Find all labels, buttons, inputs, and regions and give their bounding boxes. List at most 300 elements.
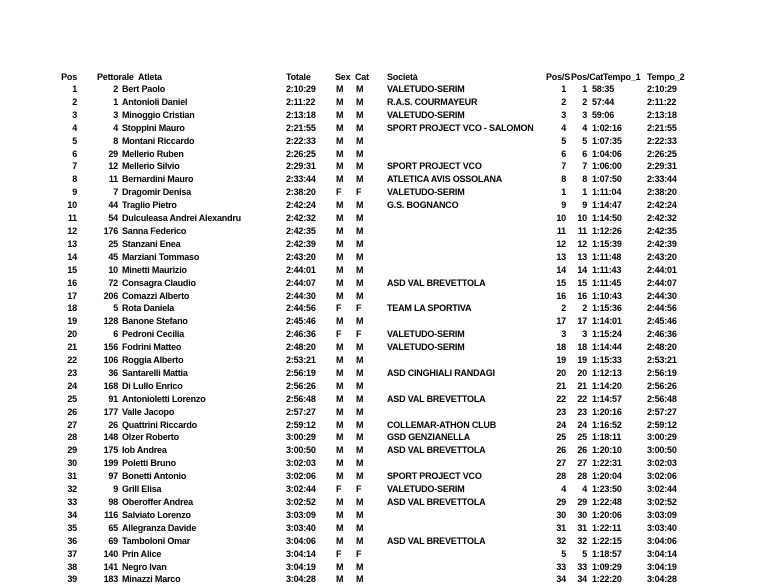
table-row: [0, 419, 768, 432]
cell-pos: 12: [67, 225, 77, 236]
cell-societa: [387, 380, 540, 393]
cell-cat: M: [356, 109, 364, 120]
cell-atleta: Banone Stefano: [122, 316, 188, 327]
cell-sex: M: [336, 419, 344, 430]
cell-tempo-2: 2:42:39: [647, 238, 677, 249]
cell-atleta: Bernardini Mauro: [122, 174, 194, 185]
cell-totale: 2:45:46: [286, 316, 316, 327]
cell-societa: [387, 561, 540, 574]
cell-pos: 29: [67, 445, 77, 456]
table-row: [0, 83, 768, 96]
cell-societa: ASD VAL BREVETTOLA: [387, 393, 486, 404]
cell-pettorale: 69: [108, 535, 118, 546]
cell-sex: M: [336, 367, 344, 378]
cell-pos-cat: 25: [577, 432, 587, 443]
table-row: [0, 238, 768, 251]
cell-tempo-2: 2:42:35: [647, 225, 677, 236]
cell-cat: M: [356, 264, 364, 275]
cell-pos-s: 3: [561, 329, 566, 340]
cell-societa: [387, 522, 540, 535]
cell-sex: F: [336, 484, 342, 495]
cell-societa: [387, 354, 540, 367]
cell-sex: M: [336, 574, 344, 585]
cell-cat: F: [356, 303, 362, 314]
cell-pos: 34: [67, 509, 77, 520]
cell-sex: M: [336, 96, 344, 107]
cell-societa: [387, 212, 540, 225]
cell-pettorale: 177: [103, 406, 118, 417]
cell-tempo-2: 2:43:20: [647, 251, 677, 262]
cell-pos: 24: [67, 380, 77, 391]
table-row: [0, 496, 768, 509]
cell-pos-s: 2: [561, 96, 566, 107]
header-pettorale: Pettorale: [97, 72, 134, 82]
cell-tempo-2: 2:59:12: [647, 419, 677, 430]
cell-pos-cat: 4: [582, 484, 587, 495]
cell-societa: [387, 238, 540, 251]
cell-pos-cat: 20: [577, 367, 587, 378]
cell-cat: M: [356, 148, 364, 159]
table-row: [0, 483, 768, 496]
cell-tempo-1: 59:06: [592, 109, 615, 120]
cell-pos-s: 28: [556, 471, 566, 482]
cell-totale: 2:44:01: [286, 264, 316, 275]
cell-tempo-1: 1:20:16: [592, 406, 622, 417]
cell-pos-cat: 33: [577, 561, 587, 572]
cell-totale: 2:33:44: [286, 174, 316, 185]
cell-pettorale: 3: [113, 109, 118, 120]
cell-cat: M: [356, 458, 364, 469]
table-row: [0, 367, 768, 380]
cell-tempo-2: 2:29:31: [647, 161, 677, 172]
cell-totale: 2:44:56: [286, 303, 316, 314]
cell-pos-s: 25: [556, 432, 566, 443]
cell-pettorale: 2: [113, 84, 118, 94]
cell-atleta: Oberoffer Andrea: [122, 497, 193, 507]
cell-totale: 3:04:06: [286, 535, 316, 546]
cell-sex: F: [336, 187, 342, 198]
cell-pos-cat: 24: [577, 419, 587, 430]
cell-sex: M: [336, 535, 344, 546]
cell-atleta: Minazzi Marco: [122, 574, 181, 585]
cell-pettorale: 7: [113, 187, 118, 198]
cell-pos-cat: 34: [577, 574, 587, 585]
cell-pos-s: 7: [561, 161, 566, 172]
cell-tempo-2: 2:22:33: [647, 135, 677, 146]
cell-tempo-1: 1:16:52: [592, 419, 622, 430]
cell-sex: M: [336, 225, 344, 236]
cell-atleta: Olzer Roberto: [122, 432, 179, 443]
cell-pos-cat: 18: [577, 342, 587, 353]
cell-societa: VALETUDO-SERIM: [387, 109, 465, 120]
cell-totale: 2:22:33: [286, 135, 316, 146]
cell-totale: 2:44:07: [286, 277, 316, 288]
cell-pos-s: 34: [556, 574, 566, 585]
cell-pettorale: 183: [103, 574, 118, 585]
table-row: [0, 302, 768, 315]
cell-sex: M: [336, 264, 344, 275]
cell-tempo-1: 58:35: [592, 84, 615, 94]
cell-tempo-1: 1:04:06: [592, 148, 622, 159]
cell-pettorale: 45: [108, 251, 118, 262]
cell-societa: G.S. BOGNANCO: [387, 200, 459, 211]
table-row: [0, 457, 768, 470]
cell-cat: M: [356, 367, 364, 378]
cell-pos-cat: 21: [577, 380, 587, 391]
cell-pos: 20: [67, 329, 77, 340]
cell-tempo-2: 2:33:44: [647, 174, 677, 185]
cell-tempo-1: 1:15:39: [592, 238, 622, 249]
cell-pettorale: 44: [108, 200, 118, 211]
header-totale: Totale: [286, 72, 311, 82]
cell-pos-cat: 15: [577, 277, 587, 288]
cell-sex: M: [336, 277, 344, 288]
cell-atleta: Antonioletti Lorenzo: [122, 393, 206, 404]
cell-tempo-1: 1:22:11: [592, 522, 622, 533]
cell-pos-s: 15: [556, 277, 566, 288]
cell-tempo-1: 1:11:43: [592, 264, 622, 275]
table-row: [0, 522, 768, 535]
cell-societa: [387, 264, 540, 277]
cell-societa: [387, 290, 540, 303]
cell-totale: 2:38:20: [286, 187, 316, 198]
cell-tempo-1: 1:06:00: [592, 161, 622, 172]
cell-pos: 19: [67, 316, 77, 327]
cell-pettorale: 5: [113, 303, 118, 314]
cell-cat: M: [356, 84, 364, 94]
table-row: [0, 135, 768, 148]
header-pos-s: Pos/S: [546, 72, 571, 82]
cell-pettorale: 148: [103, 432, 118, 443]
cell-sex: M: [336, 251, 344, 262]
cell-tempo-1: 1:15:24: [592, 329, 622, 340]
cell-totale: 2:59:12: [286, 419, 316, 430]
cell-tempo-1: 1:12:26: [592, 225, 622, 236]
cell-atleta: Pedroni Cecilia: [122, 329, 185, 340]
cell-tempo-2: 2:46:36: [647, 329, 677, 340]
cell-pos-s: 20: [556, 367, 566, 378]
cell-pos-s: 11: [556, 225, 566, 236]
cell-cat: F: [356, 187, 362, 198]
cell-societa: [387, 406, 540, 419]
cell-societa: SPORT PROJECT VCO - SALOMON: [387, 122, 534, 133]
cell-cat: M: [356, 161, 364, 172]
cell-pos-cat: 12: [577, 238, 587, 249]
cell-pos-s: 32: [556, 535, 566, 546]
cell-societa: ASD VAL BREVETTOLA: [387, 535, 486, 546]
cell-tempo-1: 1:22:20: [592, 574, 622, 585]
cell-atleta: Stoppini Mauro: [122, 122, 185, 133]
cell-tempo-2: 3:02:03: [647, 458, 677, 469]
cell-tempo-2: 2:44:01: [647, 264, 677, 275]
cell-sex: M: [336, 522, 344, 533]
cell-pos-s: 8: [561, 174, 566, 185]
cell-tempo-1: 1:07:50: [592, 174, 622, 185]
cell-cat: M: [356, 355, 364, 366]
cell-tempo-2: 3:04:06: [647, 535, 677, 546]
cell-pettorale: 11: [108, 174, 118, 185]
cell-pos-cat: 6: [582, 148, 587, 159]
cell-tempo-2: 2:56:19: [647, 367, 677, 378]
cell-societa: ASD VAL BREVETTOLA: [387, 277, 486, 288]
table-row: [0, 148, 768, 161]
table-row: [0, 264, 768, 277]
table-row: [0, 199, 768, 212]
cell-atleta: Consagra Claudio: [122, 277, 196, 288]
cell-pos: 15: [67, 264, 77, 275]
cell-pos-s: 18: [556, 342, 566, 353]
cell-atleta: Minoggio Cristian: [122, 109, 195, 120]
cell-pos-s: 10: [556, 213, 566, 224]
cell-societa: ASD CINGHIALI RANDAGI: [387, 367, 495, 378]
cell-societa: [387, 148, 540, 161]
cell-pos-s: 5: [561, 548, 566, 559]
cell-pos-s: 24: [556, 419, 566, 430]
cell-atleta: Minetti Maurizio: [122, 264, 187, 275]
cell-pos-s: 1: [561, 84, 566, 94]
cell-totale: 3:02:52: [286, 497, 316, 507]
cell-societa: ASD VAL BREVETTOLA: [387, 497, 486, 507]
cell-pos: 25: [67, 393, 77, 404]
cell-tempo-2: 2:44:07: [647, 277, 677, 288]
cell-societa: ASD VAL BREVETTOLA: [387, 445, 486, 456]
cell-societa: [387, 135, 540, 148]
cell-pos-cat: 27: [577, 458, 587, 469]
cell-pettorale: 141: [103, 561, 118, 572]
cell-sex: M: [336, 238, 344, 249]
cell-tempo-1: 1:14:20: [592, 380, 622, 391]
cell-societa: TEAM LA SPORTIVA: [387, 303, 472, 314]
cell-tempo-2: 3:02:06: [647, 471, 677, 482]
cell-tempo-2: 2:48:20: [647, 342, 677, 353]
cell-atleta: Bert Paolo: [122, 84, 166, 94]
cell-sex: M: [336, 561, 344, 572]
cell-cat: M: [356, 213, 364, 224]
cell-totale: 3:00:29: [286, 432, 316, 443]
cell-tempo-1: 1:22:15: [592, 535, 622, 546]
cell-pos: 3: [72, 109, 77, 120]
cell-cat: M: [356, 406, 364, 417]
cell-totale: 3:02:03: [286, 458, 316, 469]
cell-pos-s: 23: [556, 406, 566, 417]
cell-sex: M: [336, 393, 344, 404]
table-row: [0, 109, 768, 122]
cell-pos-cat: 29: [577, 497, 587, 507]
cell-pettorale: 54: [108, 213, 118, 224]
cell-sex: M: [336, 109, 344, 120]
cell-pos-s: 26: [556, 445, 566, 456]
cell-pos: 28: [67, 432, 77, 443]
cell-cat: M: [356, 342, 364, 353]
cell-tempo-2: 2:56:48: [647, 393, 677, 404]
cell-pettorale: 156: [103, 342, 118, 353]
cell-pos: 35: [67, 522, 77, 533]
cell-sex: F: [336, 548, 342, 559]
cell-atleta: Traglio Pietro: [122, 200, 177, 211]
cell-tempo-2: 3:04:14: [647, 548, 677, 559]
cell-sex: F: [336, 303, 342, 314]
cell-totale: 2:46:36: [286, 329, 316, 340]
cell-societa: ATLETICA AVIS OSSOLANA: [387, 174, 503, 185]
cell-sex: M: [336, 509, 344, 520]
table-row: [0, 470, 768, 483]
cell-tempo-2: 3:02:44: [647, 484, 677, 495]
cell-pos: 8: [72, 174, 77, 185]
cell-pos-cat: 3: [582, 109, 587, 120]
cell-pettorale: 140: [103, 548, 118, 559]
cell-pos-s: 29: [556, 497, 566, 507]
cell-tempo-2: 2:44:56: [647, 303, 677, 314]
cell-pettorale: 175: [103, 445, 118, 456]
cell-pos-s: 5: [561, 135, 566, 146]
cell-atleta: Di Lullo Enrico: [122, 380, 183, 391]
cell-pettorale: 199: [103, 458, 118, 469]
cell-totale: 2:29:31: [286, 161, 316, 172]
cell-pos-cat: 1: [582, 84, 587, 94]
cell-totale: 2:53:21: [286, 355, 316, 366]
cell-atleta: Salviato Lorenzo: [122, 509, 191, 520]
results-rows: [0, 83, 768, 586]
cell-societa: [387, 225, 540, 238]
cell-pettorale: 206: [103, 290, 118, 301]
cell-cat: M: [356, 471, 364, 482]
cell-pettorale: 65: [108, 522, 118, 533]
cell-pettorale: 116: [104, 509, 118, 520]
cell-totale: 3:03:09: [286, 509, 316, 520]
cell-sex: M: [336, 406, 344, 417]
cell-societa: COLLEMAR-ATHON CLUB: [387, 419, 497, 430]
cell-pos-s: 33: [556, 561, 566, 572]
cell-totale: 2:43:20: [286, 251, 316, 262]
cell-societa: GSD GENZIANELLA: [387, 432, 471, 443]
cell-tempo-1: 1:20:10: [592, 445, 622, 456]
cell-pettorale: 176: [103, 225, 118, 236]
cell-pos-cat: 16: [577, 290, 587, 301]
cell-atleta: Allegranza Davide: [122, 522, 197, 533]
cell-totale: 2:56:19: [286, 367, 316, 378]
cell-pos-s: 3: [561, 109, 566, 120]
cell-cat: F: [356, 484, 362, 495]
cell-pettorale: 4: [113, 122, 118, 133]
cell-atleta: Valle Jacopo: [122, 406, 175, 417]
cell-pos-cat: 7: [582, 161, 587, 172]
cell-sex: M: [336, 497, 344, 507]
cell-totale: 2:56:26: [286, 380, 316, 391]
cell-cat: F: [356, 329, 362, 340]
table-row: [0, 341, 768, 354]
cell-pettorale: 26: [108, 419, 118, 430]
cell-pos: 27: [67, 419, 77, 430]
table-row: [0, 393, 768, 406]
table-row: [0, 186, 768, 199]
header-tempo-1: Tempo_1: [603, 72, 641, 82]
cell-cat: M: [356, 316, 364, 327]
cell-tempo-2: 3:04:19: [647, 561, 677, 572]
cell-totale: 2:11:22: [286, 96, 316, 107]
cell-tempo-1: 1:14:44: [592, 342, 622, 353]
cell-tempo-1: 1:11:45: [592, 277, 622, 288]
cell-atleta: Montani Riccardo: [122, 135, 195, 146]
cell-pos-s: 31: [556, 522, 566, 533]
cell-totale: 3:04:14: [286, 548, 316, 559]
cell-pettorale: 6: [113, 329, 118, 340]
cell-tempo-1: 1:22:31: [592, 458, 622, 469]
cell-totale: 2:56:48: [286, 393, 316, 404]
cell-atleta: Antonioli Daniel: [122, 96, 188, 107]
cell-tempo-1: 1:15:36: [592, 303, 622, 314]
cell-pos: 10: [67, 200, 77, 211]
table-row: [0, 509, 768, 522]
cell-sex: M: [336, 445, 344, 456]
cell-pos-cat: 19: [577, 355, 587, 366]
cell-tempo-2: 2:45:46: [647, 316, 677, 327]
cell-cat: F: [356, 548, 362, 559]
cell-pos-cat: 13: [577, 251, 587, 262]
cell-tempo-1: 1:18:11: [592, 432, 622, 443]
cell-pos-s: 1: [561, 187, 566, 198]
cell-sex: M: [336, 316, 344, 327]
table-row: [0, 380, 768, 393]
cell-atleta: Dulculeasa Andrei Alexandru: [122, 213, 241, 224]
cell-atleta: Quattrini Riccardo: [122, 419, 197, 430]
cell-cat: M: [356, 380, 364, 391]
cell-tempo-1: 1:11:48: [592, 251, 622, 262]
cell-sex: M: [336, 122, 344, 133]
cell-atleta: Santarelli Mattia: [122, 367, 188, 378]
cell-cat: M: [356, 419, 364, 430]
cell-pos-s: 12: [556, 238, 566, 249]
cell-pos-s: 19: [556, 355, 566, 366]
cell-atleta: Rota Daniela: [122, 303, 175, 314]
cell-sex: M: [336, 84, 344, 94]
cell-societa: [387, 251, 540, 264]
cell-pettorale: 9: [113, 484, 118, 495]
cell-atleta: Prin Alice: [122, 548, 162, 559]
cell-pos: 26: [67, 406, 77, 417]
cell-totale: 2:42:24: [286, 200, 316, 211]
header-pos-cat: Pos/Cat: [571, 72, 604, 82]
header-pos: Pos: [61, 72, 77, 82]
cell-societa: [387, 457, 540, 470]
cell-tempo-1: 1:11:04: [592, 187, 622, 198]
cell-pos-cat: 9: [582, 200, 587, 211]
table-row: [0, 96, 768, 109]
cell-societa: SPORT PROJECT VCO: [387, 161, 482, 172]
cell-societa: [387, 315, 540, 328]
cell-pettorale: 10: [108, 264, 118, 275]
table-row: [0, 160, 768, 173]
cell-atleta: Poletti Bruno: [122, 458, 176, 469]
cell-pos-cat: 8: [582, 174, 587, 185]
cell-pos: 6: [72, 148, 77, 159]
cell-pos-cat: 26: [577, 445, 587, 456]
cell-pos-cat: 11: [577, 225, 587, 236]
cell-tempo-2: 3:03:09: [647, 509, 677, 520]
cell-pos: 18: [67, 303, 77, 314]
cell-totale: 2:26:25: [286, 148, 316, 159]
cell-pos-cat: 5: [582, 135, 587, 146]
cell-sex: M: [336, 432, 344, 443]
cell-cat: M: [356, 522, 364, 533]
cell-atleta: Marziani Tommaso: [122, 251, 200, 262]
cell-totale: 3:04:28: [286, 574, 316, 585]
cell-pos-cat: 30: [577, 509, 587, 520]
cell-pos-s: 13: [556, 251, 566, 262]
cell-cat: M: [356, 561, 364, 572]
cell-pos-s: 17: [556, 316, 566, 327]
cell-pos: 33: [67, 497, 77, 507]
cell-pos: 22: [67, 355, 77, 366]
